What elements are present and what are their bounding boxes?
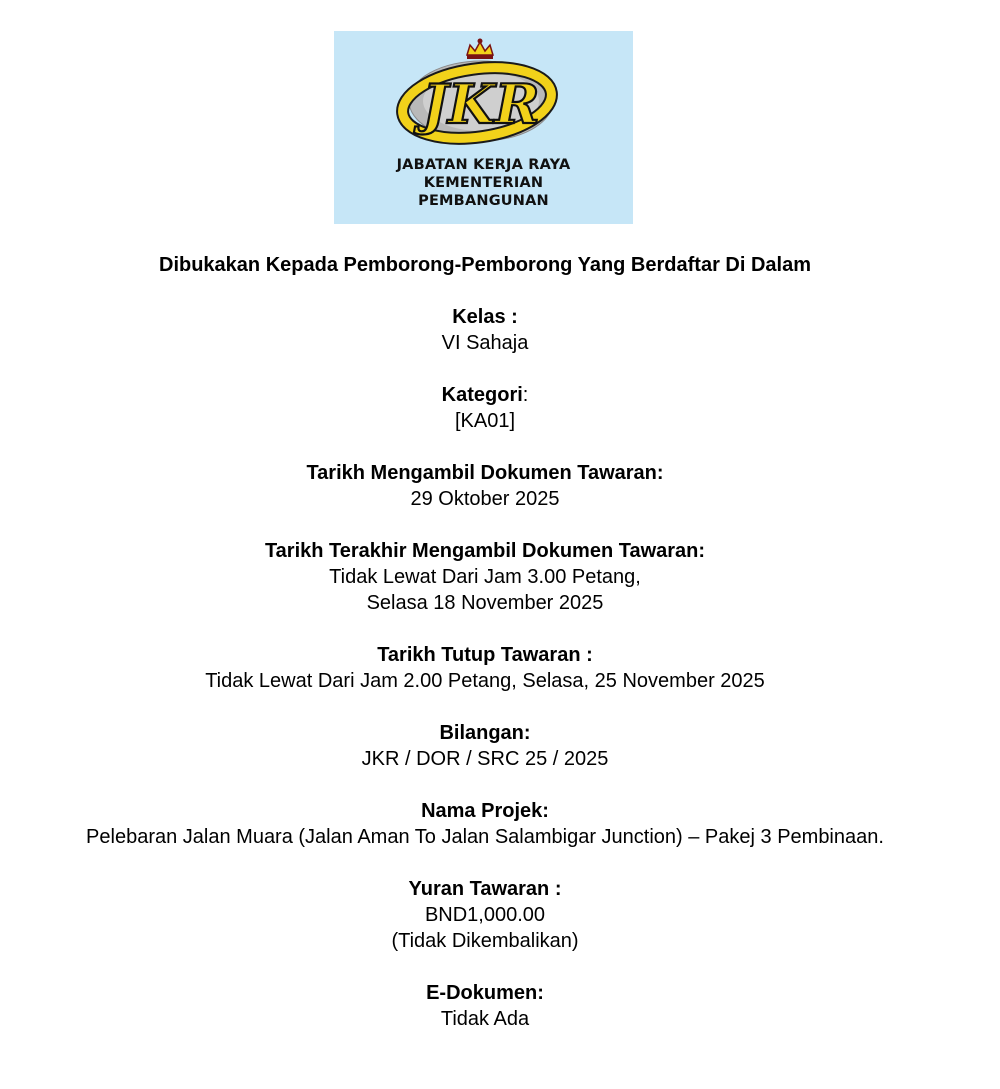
section-bilangan — [0, 720, 970, 772]
section-nama-projek — [0, 798, 970, 850]
kategori-label: Kategori — [441, 384, 523, 406]
tender-notice — [0, 252, 970, 1058]
logo-line-ministry: KEMENTERIAN — [423, 175, 544, 191]
yuran-value-line2: (Tidak Dikembalikan) — [391, 930, 579, 952]
edokumen-label: E-Dokumen: — [426, 982, 544, 1004]
nama-projek-value: Pelebaran Jalan Muara (Jalan Aman To Jalan Salambigar Junction) – Pakej 3 Pembinaan. — [86, 826, 884, 848]
intro-heading: Dibukakan Kepada Pemborong-Pemborong Yang Berdaftar Di Dalam — [159, 254, 811, 276]
section-tarikh-mengambil — [0, 460, 970, 512]
section-tarikh-tutup — [0, 642, 970, 694]
bilangan-label: Bilangan: — [439, 722, 531, 744]
yuran-value-line1: BND1,000.00 — [424, 904, 546, 926]
tarikh-mengambil-value: 29 Oktober 2025 — [410, 488, 560, 510]
tarikh-terakhir-label: Tarikh Terakhir Mengambil Dokumen Tawaran: — [264, 540, 706, 562]
tarikh-tutup-label: Tarikh Tutup Tawaran : — [377, 644, 593, 666]
tarikh-terakhir-value-line1: Tidak Lewat Dari Jam 3.00 Petang, — [329, 566, 641, 588]
section-yuran — [0, 876, 970, 954]
kategori-value: [KA01] — [454, 410, 516, 432]
jkr-logo — [334, 31, 633, 224]
section-kategori — [0, 382, 970, 434]
section-tarikh-terakhir — [0, 538, 970, 616]
tarikh-terakhir-value-line2: Selasa 18 November 2025 — [366, 592, 604, 614]
kelas-value: VI Sahaja — [441, 332, 529, 354]
crown-icon — [467, 39, 493, 60]
yuran-label: Yuran Tawaran : — [408, 878, 562, 900]
section-edokumen — [0, 980, 970, 1032]
logo-line-development: PEMBANGUNAN — [418, 193, 549, 209]
nama-projek-label: Nama Projek: — [421, 800, 549, 822]
bilangan-value: JKR / DOR / SRC 25 / 2025 — [361, 748, 609, 770]
tarikh-tutup-value: Tidak Lewat Dari Jam 2.00 Petang, Selasa, 25 November 2025 — [205, 670, 765, 692]
tarikh-mengambil-label: Tarikh Mengambil Dokumen Tawaran: — [306, 462, 664, 484]
kategori-label-colon: : — [522, 384, 529, 406]
emblem-jkr-text: JKR — [422, 72, 540, 136]
kelas-label: Kelas : — [452, 306, 518, 328]
section-kelas — [0, 304, 970, 356]
logo-line-department: JABATAN KERJA RAYA — [396, 157, 571, 173]
edokumen-value: Tidak Ada — [440, 1008, 530, 1030]
